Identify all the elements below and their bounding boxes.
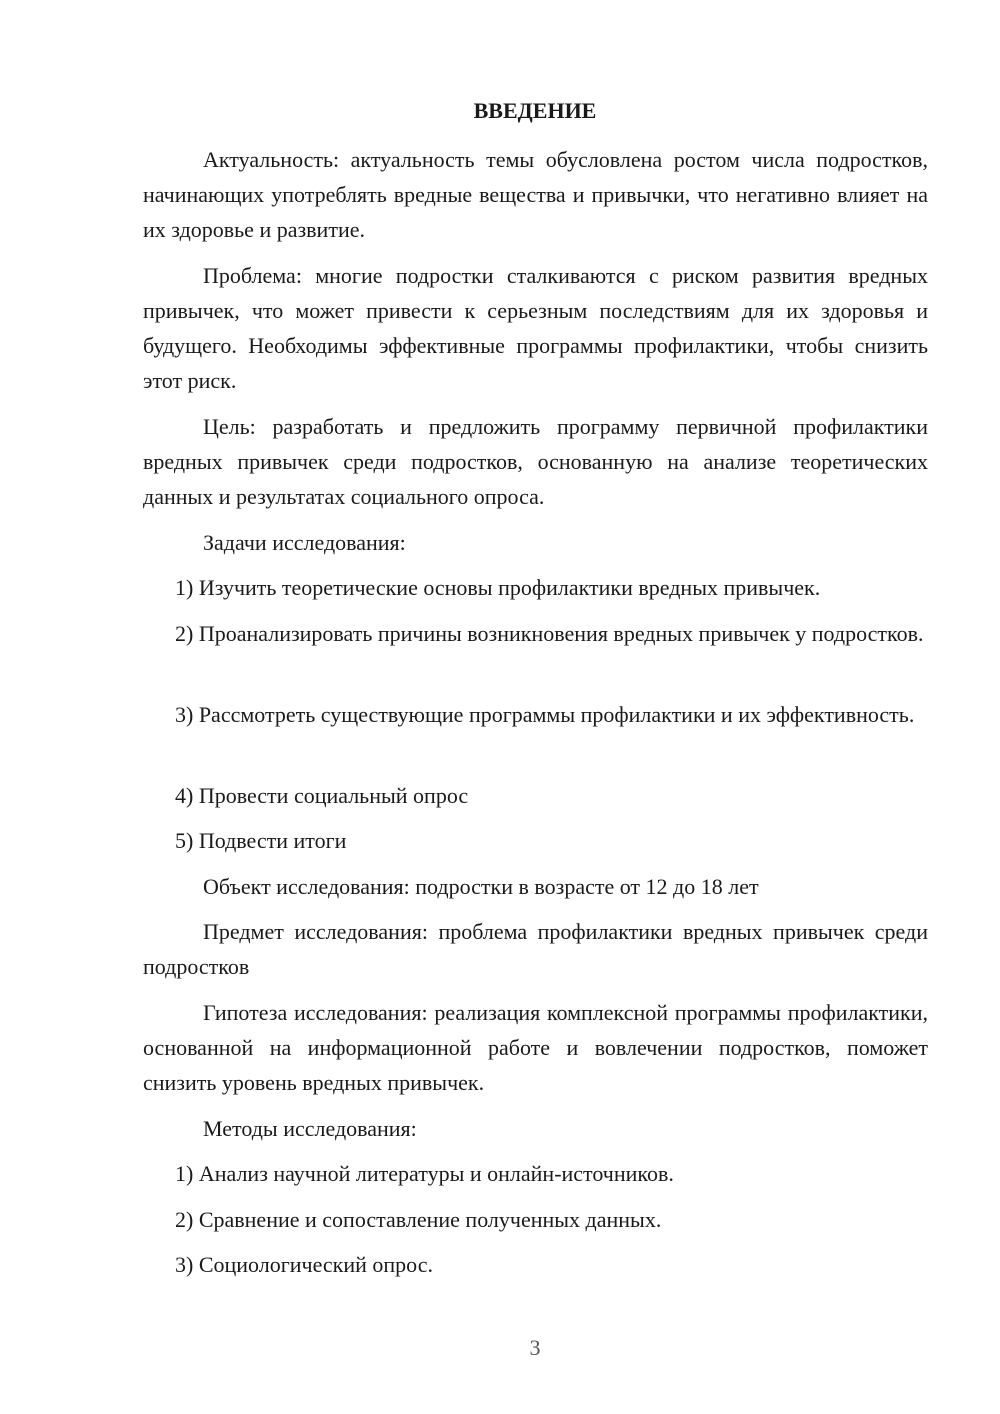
task-item-1: 1) Изучить теоретические основы профилактики вредных привычек.	[175, 575, 821, 600]
task-item-3: 3) Рассмотреть существующие программы профилактики и их эффективность.	[175, 702, 915, 727]
method-item-1: 1) Анализ научной литературы и онлайн-источников.	[175, 1161, 674, 1186]
problem-paragraph: Проблема: многие подростки сталкиваются с риском развития вредных привычек, что может привести к серьезным последствиям для их здоровья и будущего. Необходимы эффективные программы профилактики, чтобы снизить этот риск.	[143, 263, 928, 393]
object-paragraph: Объект исследования: подростки в возрасте от 12 до 18 лет	[203, 874, 759, 899]
page-number: 3	[529, 1335, 541, 1360]
task-item-5: 5) Подвести итоги	[175, 828, 347, 853]
method-item-3: 3) Социологический опрос.	[175, 1252, 433, 1277]
section-title: ВВЕДЕНИЕ	[473, 98, 597, 123]
task-item-2: 2) Проанализировать причины возникновения вредных привычек у подростков.	[175, 621, 924, 646]
subject-paragraph: Предмет исследования: проблема профилактики вредных привычек среди подростков	[143, 919, 928, 979]
method-item-2: 2) Сравнение и сопоставление полученных данных.	[175, 1207, 662, 1232]
tasks-heading: Задачи исследования:	[203, 530, 406, 555]
relevance-paragraph: Актуальность: актуальность темы обусловлена ростом числа подростков, начинающих употреблять вредные вещества и привычки, что негативно влияет на их здоровье и развитие.	[143, 147, 928, 242]
goal-paragraph: Цель: разработать и предложить программу первичной профилактики вредных привычек среди подростков, основанную на анализе теоретических данных и результатах социального опроса.	[143, 414, 928, 509]
methods-heading: Методы исследования:	[203, 1116, 417, 1141]
hypothesis-paragraph: Гипотеза исследования: реализация комплексной программы профилактики, основанной на информационной работе и вовлечении подростков, поможет снизить уровень вредных привычек.	[143, 1000, 928, 1095]
task-item-4: 4) Провести социальный опрос	[175, 783, 469, 808]
